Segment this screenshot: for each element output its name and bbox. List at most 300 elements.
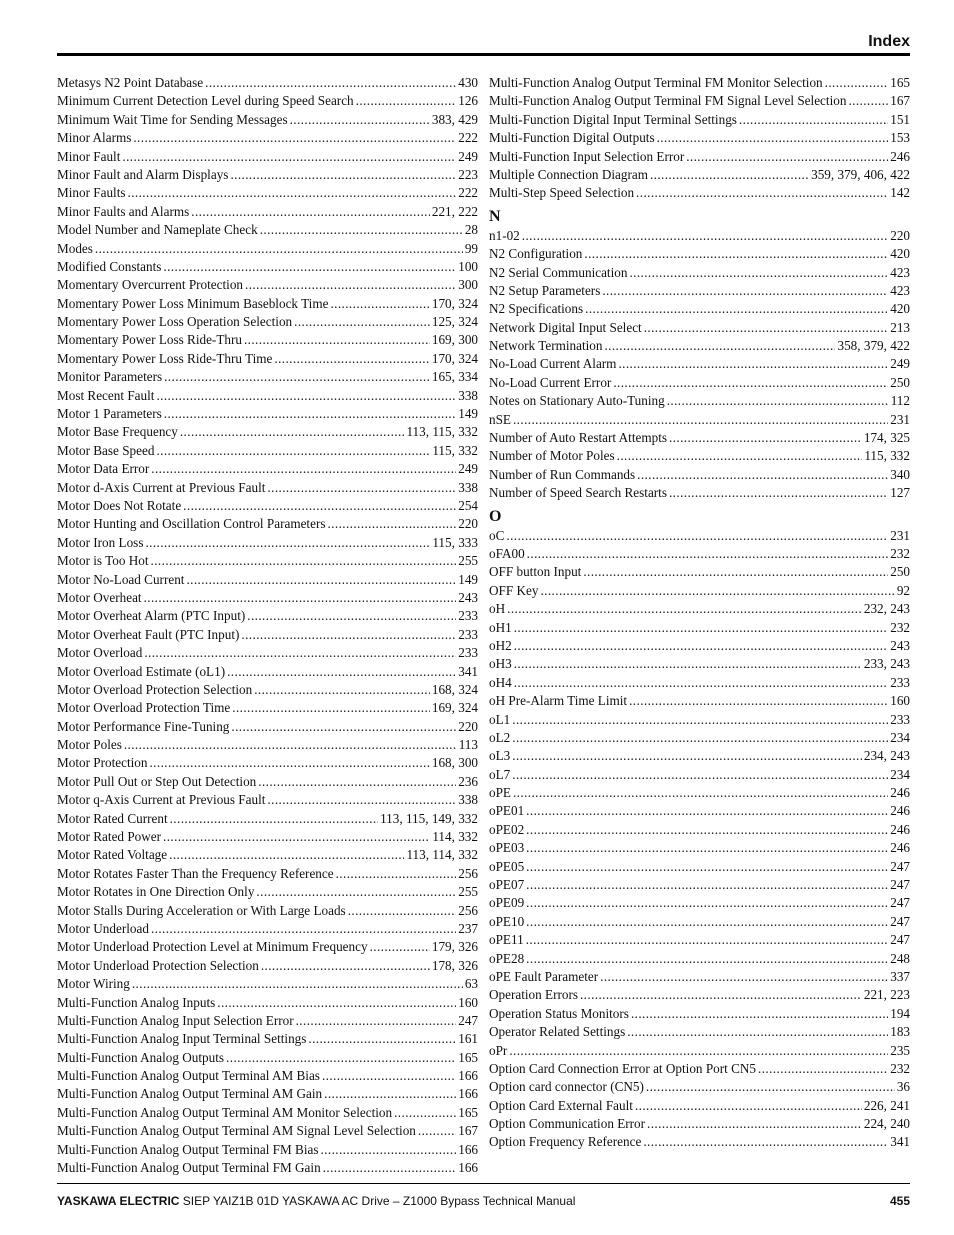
dot-leader (527, 545, 889, 563)
index-term: Modes (57, 240, 93, 256)
index-entry (57, 203, 478, 221)
index-page-numbers: 168, 300 (431, 755, 478, 771)
index-column-right (489, 74, 910, 1152)
index-entry (57, 1141, 478, 1159)
index-term: Number of Motor Poles (489, 448, 615, 464)
index-entry (57, 552, 478, 570)
dot-leader (151, 552, 457, 570)
index-term: Multi-Function Digital Outputs (489, 130, 655, 146)
index-page-numbers: 232 (890, 1060, 910, 1076)
dot-leader (330, 295, 429, 313)
dot-leader (418, 1122, 456, 1140)
index-page-numbers: 337 (890, 968, 910, 984)
dot-leader (324, 1085, 456, 1103)
index-entry (57, 240, 478, 258)
dot-leader (629, 692, 888, 710)
index-term: oFA00 (489, 545, 525, 561)
index-term: Multi-Function Analog Output Terminal FM Gain (57, 1160, 321, 1176)
index-term: No-Load Current Alarm (489, 356, 617, 372)
dot-leader (667, 392, 889, 410)
index-term: oPr (489, 1042, 508, 1058)
index-entry (57, 497, 478, 515)
index-entry (57, 571, 478, 589)
index-entry (57, 718, 478, 736)
index-page-numbers: 237 (458, 920, 478, 936)
index-page-numbers: 127 (890, 485, 910, 501)
index-entry (57, 295, 478, 313)
index-letter-heading: O (489, 507, 502, 525)
index-entry (489, 747, 910, 765)
index-term: Motor Underload Protection Level at Minimum Frequency (57, 939, 368, 955)
index-entry (57, 883, 478, 901)
index-page-numbers: 232 (890, 545, 910, 561)
index-term: N2 Specifications (489, 301, 584, 317)
index-term: Motor Wiring (57, 976, 130, 992)
index-page-numbers: 430 (458, 75, 478, 90)
index-page-numbers: 167 (890, 93, 910, 109)
index-entry (489, 300, 910, 318)
index-entry (57, 331, 478, 349)
index-page-numbers: 125, 324 (431, 314, 478, 330)
index-page-numbers: 300 (458, 277, 478, 293)
index-term: Minor Faults (57, 185, 126, 201)
index-entry (489, 355, 910, 373)
index-term: oL7 (489, 766, 511, 782)
dot-leader (669, 429, 862, 447)
index-page-numbers: 112 (890, 393, 910, 409)
index-entry (489, 986, 910, 1004)
dot-leader (294, 313, 430, 331)
index-page-numbers: 166 (458, 1086, 478, 1102)
index-page-numbers: 248 (890, 950, 910, 966)
index-page-numbers: 92 (896, 582, 910, 598)
dot-leader (506, 527, 888, 545)
dot-leader (580, 986, 862, 1004)
index-page-numbers: 246 (890, 821, 910, 837)
dot-leader (758, 1060, 888, 1078)
index-entry (489, 74, 910, 92)
index-term: Multi-Function Analog Outputs (57, 1049, 225, 1065)
index-page-numbers: 63 (464, 976, 478, 992)
index-page-numbers: 166 (458, 1068, 478, 1084)
page-number: 455 (889, 1194, 910, 1208)
index-term: Operation Errors (489, 987, 578, 1003)
dot-leader (514, 619, 889, 637)
dot-leader (169, 846, 404, 864)
index-term: Motor Rotates Faster Than the Frequency Reference (57, 865, 334, 881)
dot-leader (356, 92, 457, 110)
dot-leader (526, 950, 888, 968)
dot-leader (227, 663, 456, 681)
index-entry (489, 166, 910, 184)
dot-leader (247, 607, 456, 625)
index-term: OFF Key (489, 582, 539, 598)
index-page-numbers: 231 (890, 411, 910, 427)
dot-leader (613, 374, 888, 392)
index-entry (57, 865, 478, 883)
index-term: Minor Alarms (57, 130, 132, 146)
index-term: N2 Configuration (489, 246, 583, 262)
index-term: Multi-Function Analog Inputs (57, 994, 216, 1010)
index-term: Momentary Power Loss Ride-Thru Time (57, 350, 273, 366)
index-term: Motor Overheat Alarm (PTC Input) (57, 608, 246, 624)
index-entry (489, 184, 910, 202)
index-term: n1-02 (489, 227, 520, 243)
index-entry (489, 484, 910, 502)
index-page-numbers: 233 (458, 645, 478, 661)
index-term: Motor Base Frequency (57, 424, 178, 440)
index-entry (57, 184, 478, 202)
index-entry (57, 460, 478, 478)
index-page-numbers: 213 (890, 319, 910, 335)
index-term: OFF button Input (489, 564, 582, 580)
index-term: Motor Data Error (57, 461, 150, 477)
index-entry (57, 276, 478, 294)
index-page-numbers: 221, 222 (431, 203, 478, 219)
dot-leader (124, 736, 457, 754)
index-entry (57, 313, 478, 331)
index-entry (489, 968, 910, 986)
index-page-numbers: 243 (458, 589, 478, 605)
footer-brand: YASKAWA ELECTRIC (57, 1194, 180, 1208)
index-entry (489, 92, 910, 110)
index-term: Multi-Function Analog Output Terminal FM Signal Level Selection (489, 93, 847, 109)
index-page-numbers: 235 (890, 1042, 910, 1058)
index-page-numbers: 358, 379, 422 (837, 338, 910, 354)
dot-leader (95, 240, 463, 258)
index-entry (489, 337, 910, 355)
index-entry (57, 148, 478, 166)
index-entry (489, 950, 910, 968)
index-term: Multiple Connection Diagram (489, 166, 648, 182)
index-term: Modified Constants (57, 258, 162, 274)
header-divider (57, 53, 910, 56)
index-page-numbers: 236 (458, 773, 478, 789)
dot-leader (145, 534, 430, 552)
index-entry (57, 607, 478, 625)
dot-leader (156, 442, 430, 460)
index-entry (57, 1122, 478, 1140)
index-page-numbers: 115, 332 (864, 448, 910, 464)
index-entry (489, 876, 910, 894)
index-entry (57, 902, 478, 920)
index-entry (489, 148, 910, 166)
index-entry (489, 129, 910, 147)
dot-leader (226, 1049, 456, 1067)
index-entry (489, 264, 910, 282)
index-entry (57, 1159, 478, 1177)
dot-leader (327, 515, 456, 533)
index-term: N2 Serial Communication (489, 264, 628, 280)
index-entry (57, 350, 478, 368)
dot-leader (370, 938, 430, 956)
index-entry (489, 374, 910, 392)
index-page-numbers: 249 (458, 461, 478, 477)
index-entry (57, 166, 478, 184)
index-term: No-Load Current Error (489, 374, 612, 390)
index-entry (57, 994, 478, 1012)
dot-leader (323, 1159, 457, 1177)
index-page-numbers: 183 (890, 1024, 910, 1040)
dot-leader (507, 600, 862, 618)
index-entry (57, 810, 478, 828)
dot-leader (320, 1141, 456, 1159)
dot-leader (241, 626, 456, 644)
dot-leader (191, 203, 430, 221)
index-page-numbers: 250 (890, 374, 910, 390)
index-page-numbers: 149 (458, 571, 478, 587)
index-entry (489, 711, 910, 729)
index-entry (489, 1078, 910, 1096)
index-page-numbers: 149 (458, 406, 478, 422)
index-entry (57, 589, 478, 607)
index-entry (489, 1060, 910, 1078)
index-page-numbers: 160 (890, 693, 910, 709)
dot-leader (618, 355, 888, 373)
index-entry (489, 282, 910, 300)
index-term: Metasys N2 Point Database (57, 75, 204, 90)
index-entry (489, 637, 910, 655)
index-term: oL3 (489, 748, 511, 764)
index-term: Model Number and Nameplate Check (57, 222, 258, 238)
dot-leader (256, 883, 456, 901)
index-entry (489, 729, 910, 747)
index-term: oPE11 (489, 932, 524, 948)
dot-leader (258, 773, 456, 791)
index-term: Motor Performance Fine-Tuning (57, 718, 230, 734)
index-entry (489, 1097, 910, 1115)
index-page-numbers: 113, 115, 332 (406, 424, 478, 440)
index-page-numbers: 232 (890, 619, 910, 635)
footer-document-info (57, 1194, 575, 1208)
index-term: oL1 (489, 711, 511, 727)
dot-leader (644, 319, 889, 337)
dot-leader (230, 166, 456, 184)
index-term: oPE02 (489, 821, 525, 837)
index-entry (57, 699, 478, 717)
dot-leader (617, 447, 863, 465)
index-page-numbers: 113, 115, 149, 332 (380, 810, 478, 826)
index-term: oH4 (489, 674, 512, 690)
index-page-numbers: 249 (890, 356, 910, 372)
index-entry (57, 258, 478, 276)
dot-leader (180, 423, 405, 441)
dot-leader (163, 828, 430, 846)
index-term: oPE01 (489, 803, 525, 819)
index-entry (57, 74, 478, 92)
index-term: Operation Status Monitors (489, 1005, 629, 1021)
index-term: oPE07 (489, 877, 525, 893)
index-page-numbers: 165, 334 (431, 369, 478, 385)
dot-leader (646, 1078, 895, 1096)
index-term: oPE05 (489, 858, 525, 874)
index-entry (57, 534, 478, 552)
dot-leader (231, 718, 456, 736)
dot-leader (526, 894, 888, 912)
index-page-numbers: 194 (890, 1005, 910, 1021)
dot-leader (739, 111, 888, 129)
index-term: Motor Poles (57, 737, 122, 753)
index-entry (489, 766, 910, 784)
index-entry (489, 1005, 910, 1023)
index-page-numbers: 222 (458, 185, 478, 201)
dot-leader (657, 129, 889, 147)
index-entry (57, 1049, 478, 1067)
dot-leader (151, 460, 456, 478)
index-page-numbers: 233, 243 (863, 656, 910, 672)
index-term: oPE03 (489, 840, 525, 856)
index-term: Motor Hunting and Oscillation Control Parameters (57, 516, 326, 532)
index-page-numbers: 113, 114, 332 (406, 847, 478, 863)
dot-leader (636, 184, 888, 202)
index-term: oPE09 (489, 895, 525, 911)
index-page-numbers: 250 (890, 564, 910, 580)
dot-leader (635, 1097, 862, 1115)
index-entry (489, 931, 910, 949)
index-page-numbers: 233 (890, 711, 910, 727)
index-page-numbers: 247 (890, 913, 910, 929)
index-page-numbers: 166 (458, 1141, 478, 1157)
index-page-numbers: 338 (458, 792, 478, 808)
index-page-numbers: 255 (458, 553, 478, 569)
index-page-numbers: 420 (890, 301, 910, 317)
index-term: Motor Rated Current (57, 810, 168, 826)
index-page-numbers: 247 (890, 932, 910, 948)
index-entry (489, 563, 910, 581)
index-page-numbers: 170, 324 (431, 350, 478, 366)
index-term: Number of Run Commands (489, 466, 636, 482)
index-term: Multi-Function Analog Input Selection Error (57, 1012, 294, 1028)
index-entry (57, 828, 478, 846)
index-term: Multi-Function Analog Input Terminal Settings (57, 1031, 307, 1047)
index-page-numbers: 115, 332 (432, 442, 478, 458)
index-entry (57, 681, 478, 699)
index-term: Motor Overload (57, 645, 143, 661)
page-title: Index (868, 33, 910, 50)
dot-leader (513, 784, 888, 802)
dot-leader (512, 766, 888, 784)
index-page-numbers: 126 (458, 93, 478, 109)
index-page-numbers: 165 (458, 1049, 478, 1065)
index-page-numbers: 115, 333 (432, 534, 478, 550)
index-term: Multi-Function Digital Input Terminal Settings (489, 111, 737, 127)
index-entry (57, 1030, 478, 1048)
index-entry (57, 846, 478, 864)
index-entry (489, 392, 910, 410)
index-term: Option card connector (CN5) (489, 1079, 644, 1095)
dot-leader (133, 129, 456, 147)
dot-leader (205, 74, 456, 92)
index-entry (57, 920, 478, 938)
dot-leader (512, 729, 888, 747)
index-term: Motor is Too Hot (57, 553, 149, 569)
index-page-numbers: 220 (458, 718, 478, 734)
index-term: Minimum Wait Time for Sending Messages (57, 111, 288, 127)
index-page-numbers: 254 (458, 497, 478, 513)
dot-leader (260, 221, 463, 239)
index-page-numbers: 221, 223 (863, 987, 910, 1003)
index-page-numbers: 231 (890, 527, 910, 543)
index-term: Minimum Current Detection Level during Speed Search (57, 93, 354, 109)
index-entry (57, 938, 478, 956)
dot-leader (526, 858, 888, 876)
index-term: Number of Auto Restart Attempts (489, 430, 668, 446)
index-term: Motor Does Not Rotate (57, 497, 182, 513)
index-entry (489, 582, 910, 600)
index-page-numbers: 222 (458, 130, 478, 146)
dot-leader (144, 644, 456, 662)
dot-leader (602, 282, 888, 300)
dot-leader (254, 681, 430, 699)
index-entry (57, 1067, 478, 1085)
dot-leader (643, 1133, 888, 1151)
index-page-numbers: 243 (890, 637, 910, 653)
index-entry (489, 1133, 910, 1151)
index-page-numbers: 359, 379, 406, 422 (811, 166, 910, 182)
index-term: Option Card External Fault (489, 1097, 633, 1113)
index-page-numbers: 420 (890, 246, 910, 262)
index-entry (489, 784, 910, 802)
index-entry (57, 442, 478, 460)
index-term: Option Communication Error (489, 1116, 646, 1132)
index-term: Motor Rated Power (57, 829, 162, 845)
index-page-numbers: 423 (890, 282, 910, 298)
index-entry (489, 1042, 910, 1060)
index-page-numbers: 246 (890, 785, 910, 801)
index-term: Option Card Connection Error at Option Port CN5 (489, 1060, 757, 1076)
index-entry (57, 957, 478, 975)
index-entry (57, 1085, 478, 1103)
dot-leader (290, 111, 430, 129)
dot-leader (348, 902, 457, 920)
index-term: Motor Protection (57, 755, 148, 771)
index-entry (489, 245, 910, 263)
index-term: Network Digital Input Select (489, 319, 642, 335)
index-page-numbers: 246 (890, 803, 910, 819)
dot-leader (627, 1023, 888, 1041)
index-term: oPE28 (489, 950, 525, 966)
index-page-numbers: 100 (458, 258, 478, 274)
index-term: N2 Setup Parameters (489, 282, 601, 298)
dot-leader (244, 331, 430, 349)
index-term: Motor Stalls During Acceleration or With Large Loads (57, 902, 346, 918)
index-page-numbers: 169, 324 (431, 700, 478, 716)
dot-leader (637, 466, 888, 484)
index-page-numbers: 246 (890, 840, 910, 856)
index-entry (489, 821, 910, 839)
index-letter-heading: N (489, 207, 501, 225)
index-entry (489, 527, 910, 545)
index-entry (57, 515, 478, 533)
index-page-numbers: 220 (458, 516, 478, 532)
index-page-numbers: 142 (890, 185, 910, 201)
index-page-numbers: 234 (890, 729, 910, 745)
index-page-numbers: 153 (890, 130, 910, 146)
dot-leader (170, 810, 378, 828)
dot-leader (151, 920, 456, 938)
index-entry (489, 319, 910, 337)
dot-leader (261, 957, 430, 975)
dot-leader (144, 589, 457, 607)
index-page-numbers: 247 (458, 1012, 478, 1028)
index-term: Motor q-Axis Current at Previous Fault (57, 792, 266, 808)
index-term: oPE (489, 785, 511, 801)
index-entry (57, 1012, 478, 1030)
index-page-numbers: 338 (458, 479, 478, 495)
dot-leader (514, 637, 889, 655)
dot-leader (267, 791, 456, 809)
index-entry (489, 411, 910, 429)
